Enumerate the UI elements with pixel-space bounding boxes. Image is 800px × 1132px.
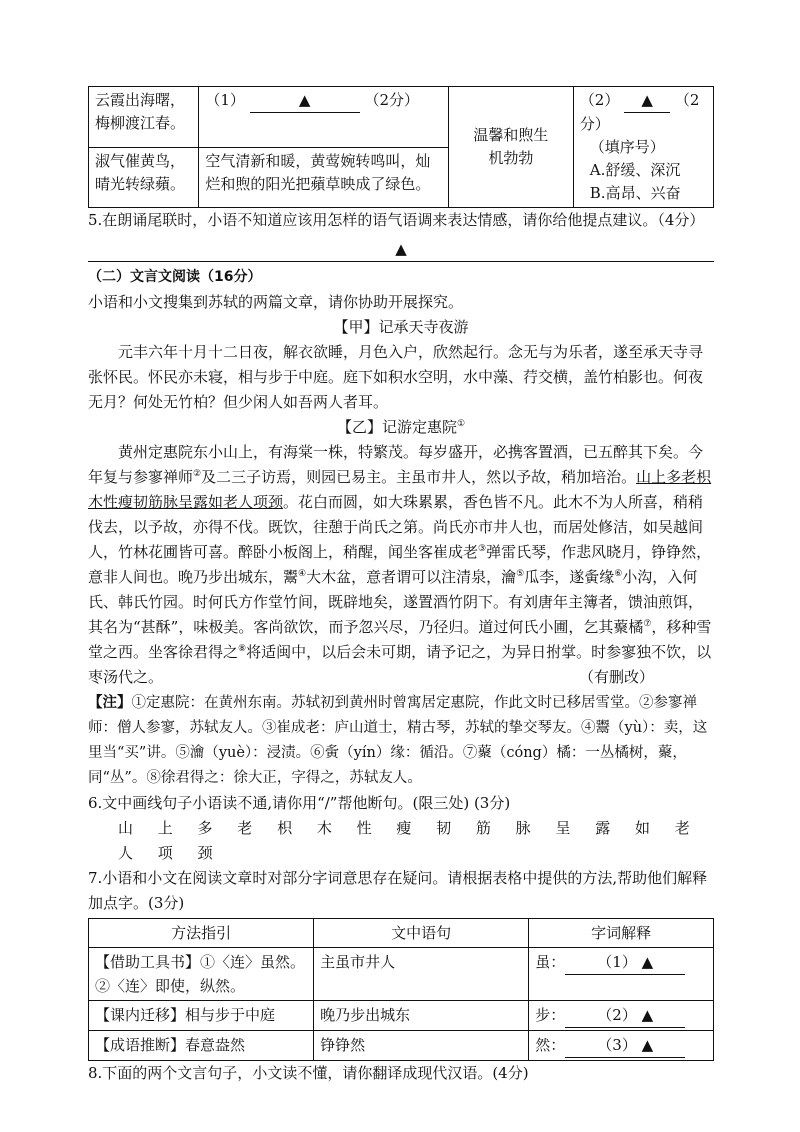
punctuation-sentence[interactable]: 山 上 多 老 枳 木 性 瘦 韧 筋 脉 呈 露 如 老 人 项 颈 bbox=[118, 819, 700, 862]
passage-a-text: 元丰六年十月十二日夜，解衣欲睡，月色入户，欣然起行。念无与为乐者，遂至承天寺寻张怀民。怀民亦未寝，相与步于中庭。庭下如积水空明，水中藻、荇交横，盖竹柏影也。何夜无月？何处无竹柏？但少闲人如吾两人者耳。 bbox=[88, 343, 704, 411]
column-header: 方法指引 bbox=[89, 919, 314, 948]
option-a: A.舒缓、深沉 bbox=[589, 161, 681, 179]
method-table bbox=[88, 918, 714, 1061]
column-header: 文中语句 bbox=[314, 919, 529, 948]
poem-analysis-table bbox=[88, 86, 714, 208]
passage-b-text: 黄州定惠院东小山上，有海棠一株，特繁茂。每岁盛开，必携客置酒，已五醉其下矣。今年复与参寥禅师②及二三子访焉，则园已易主。主虽市井人，然以予故，稍加培治。山上多老枳木性瘦韧筋脉呈露如老人项颈。花白而圆，如大珠累累，香色皆不凡。此木不为人所喜，稍稍伐去，以予故，亦得不伐。既饮，往憩于尚氏之第。尚氏亦市井人也，而居处修洁，如吴越间人，竹林花圃皆可喜。醉卧小板阁上，稍醒，闻坐客崔成老③弹雷氏琴，作悲风晓月，铮铮然，意非人间也。晚乃步出城东，鬻④大木盆，意者谓可以注清泉，瀹⑤瓜李，遂夤缘⑥小沟，入何氏、韩氏竹园。时何氏方作堂竹间，既辟地矣，遂置酒竹阴下。有刘唐年主簿者，馈油煎饵，其名为“甚酥”，味极美。客尚欲饮，而予忽兴尽，乃径归。道过何氏小圃，乞其藂橘⑦，移种雪堂之西。坐客徐君得之⑧将适闽中，以后会未可期，请予记之，为异日拊掌。时参寥独不饮，以枣汤代之。 （有删改） bbox=[88, 440, 714, 690]
answer-blank[interactable]: （3） ▲ bbox=[565, 1033, 685, 1058]
triangle-icon: ▲ bbox=[641, 1036, 654, 1054]
question-number: （2） bbox=[579, 91, 620, 109]
exam-page bbox=[88, 86, 714, 1086]
mood-text: 温馨和煦生机勃勃 bbox=[473, 126, 549, 167]
table-row: 【借助工具书】①〈连〉虽然。②〈连〉即使，纵然。 主虽市井人 虽： （1） ▲ bbox=[89, 948, 714, 1001]
triangle-icon: ▲ bbox=[395, 240, 407, 258]
answer-area-5[interactable] bbox=[88, 237, 714, 259]
underlined-sentence: 山上多老枳木性瘦韧筋脉呈露如老人项颈 bbox=[88, 468, 712, 511]
answer-blank[interactable]: （2） ▲ bbox=[565, 1003, 685, 1028]
question-5: 5.在朗诵尾联时，小语不知道应该用怎样的语气语调来表达情感，请你给他提点建议。（4分） bbox=[88, 211, 705, 229]
intro: 小语和小文搜集到苏轼的两篇文章，请你协助开展探究。 bbox=[88, 293, 464, 311]
option-b: B.高昂、兴奋 bbox=[589, 184, 681, 202]
answer-cell-1 bbox=[199, 87, 449, 148]
table-row: 【成语推断】春意盎然 铮铮然 然： （3） ▲ bbox=[89, 1031, 714, 1061]
question-number: （1） bbox=[205, 91, 245, 109]
question-7: 7.小语和小文在阅读文章时对部分字词意思存在疑问。请根据表格中提供的方法,帮助他们解释加点字。(3分) bbox=[88, 869, 708, 912]
table-row: 【课内迁移】相与步于中庭 晚乃步出城东 步： （2） ▲ bbox=[89, 1001, 714, 1031]
tone-cell bbox=[573, 87, 713, 208]
mood-cell bbox=[449, 87, 574, 208]
question-8: 8.下面的两个文言句子，小文读不懂，请你翻译成现代汉语。(4分) bbox=[88, 1064, 529, 1082]
source-note: （有删改） bbox=[578, 668, 654, 686]
hint: （填序号） bbox=[589, 138, 665, 156]
passage-b-title: 【乙】记游定惠院① bbox=[336, 418, 466, 436]
answer-blank[interactable]: （1） ▲ bbox=[565, 950, 685, 975]
triangle-icon: ▲ bbox=[298, 91, 311, 109]
translation-cell: 空气清新和暖，黄莺婉转鸣叫，灿烂和煦的阳光把蘋草映成了绿色。 bbox=[199, 147, 449, 208]
triangle-icon: ▲ bbox=[641, 953, 654, 971]
question-6: 6.文中画线句子小语读不通,请你用“/”帮他断句。(限三处) (3分) bbox=[88, 794, 511, 812]
section-title: （二）文言文阅读（16分） bbox=[88, 269, 262, 285]
column-header: 字词解释 bbox=[529, 919, 714, 948]
answer-blank[interactable] bbox=[624, 89, 670, 113]
poem-line-1: 云霞出海曙，梅柳渡江春。 bbox=[89, 87, 199, 148]
answer-blank[interactable] bbox=[250, 89, 360, 113]
triangle-icon: ▲ bbox=[641, 91, 653, 109]
score: （2分） bbox=[579, 91, 700, 133]
passage-a-title: 【甲】记承天寺夜游 bbox=[333, 318, 469, 336]
score: （2分） bbox=[364, 91, 419, 109]
annotations: 【注】①定惠院：在黄州东南。苏轼初到黄州时曾寓居定惠院，作此文时已移居雪堂。②参寥禅师：僧人参寥，苏轼友人。③崔成老：庐山道士，精古琴，苏轼的挚交琴友。④鬻（yù）：卖，这里当“买”讲。⑤瀹（yuè）：浸渍。⑥夤（yín）缘：循沿。⑦藂（cóng）橘：一丛橘树，藂，同“丛”。⑧徐君得之：徐大正，字得之，苏轼友人。 bbox=[88, 694, 708, 786]
poem-line-2: 淑气催黄鸟，晴光转绿蘋。 bbox=[89, 147, 199, 208]
triangle-icon: ▲ bbox=[641, 1006, 654, 1024]
